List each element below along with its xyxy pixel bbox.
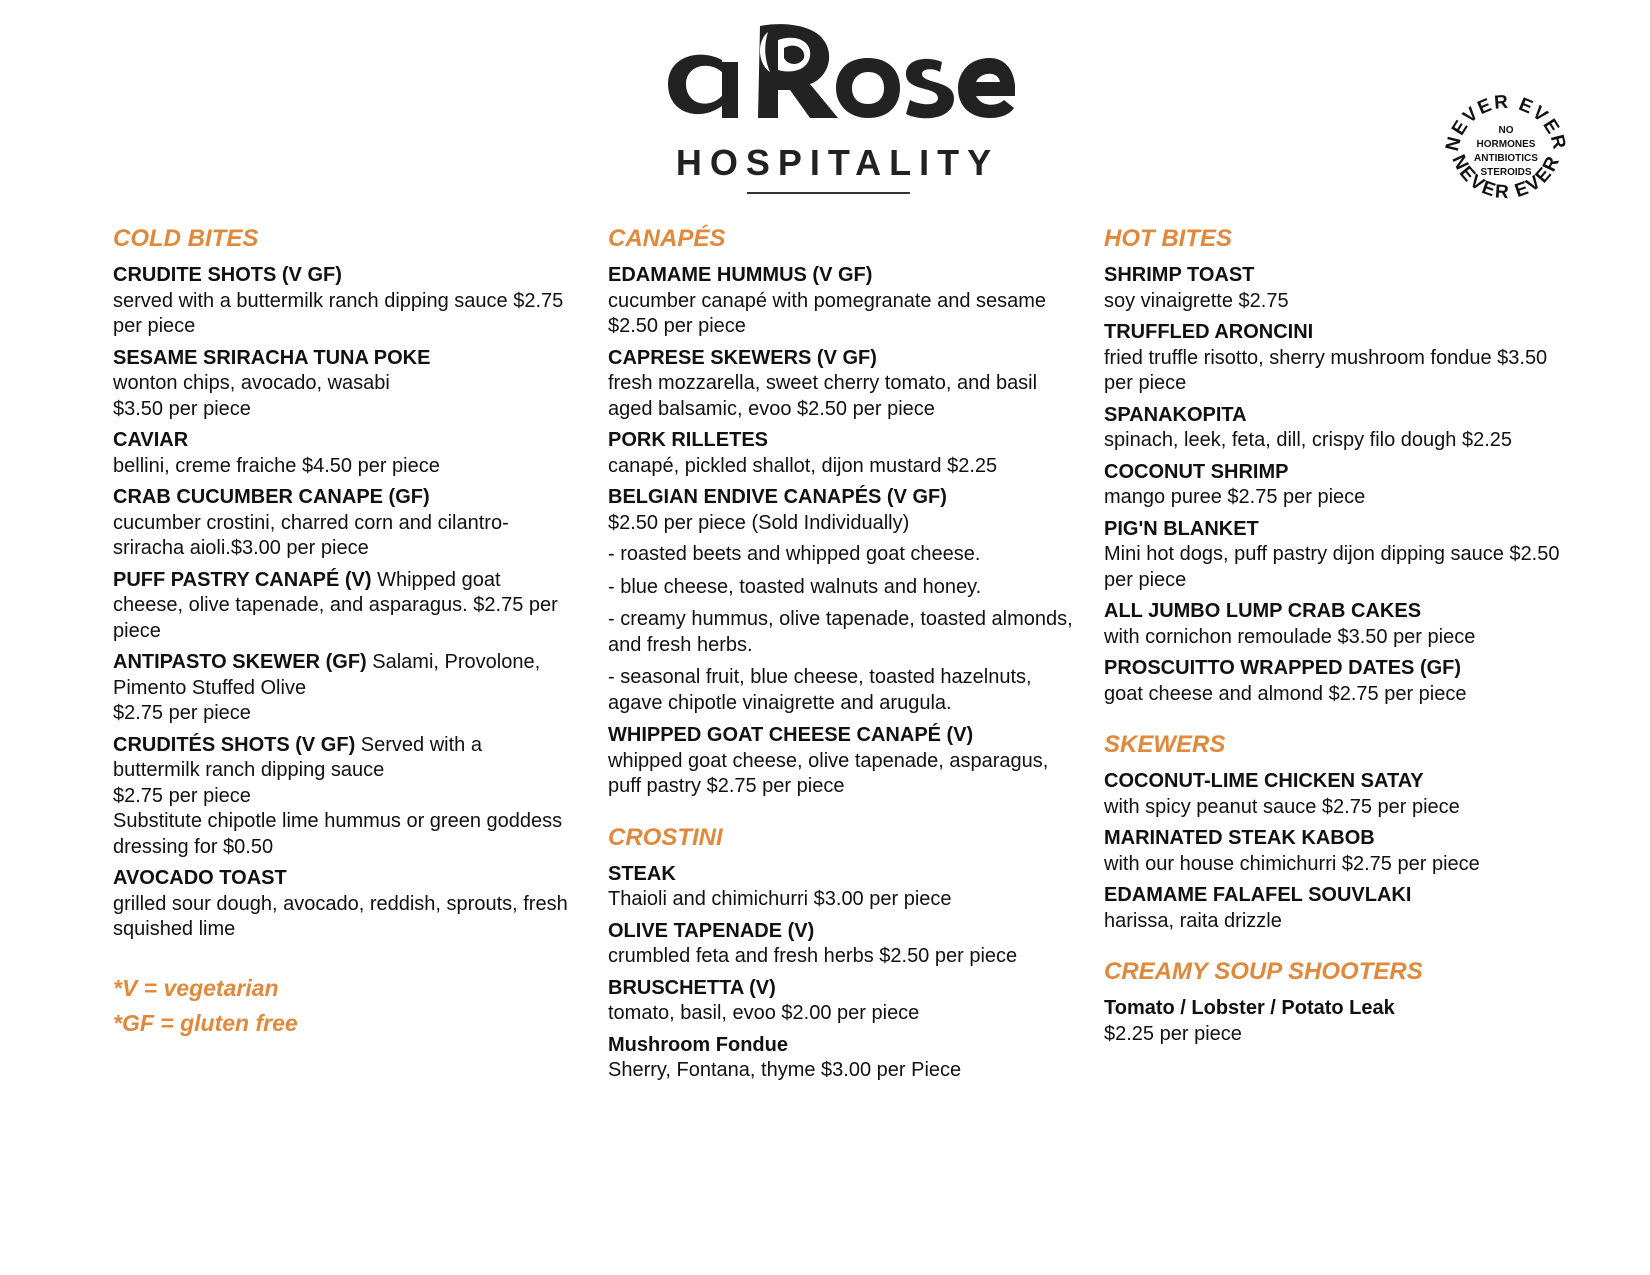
menu-item-name: BELGIAN ENDIVE CANAPÉS (V GF) bbox=[608, 486, 947, 508]
menu-item bbox=[608, 263, 1078, 340]
legend-line: *V = vegetarian bbox=[113, 974, 279, 1001]
menu-item-name: SESAME SRIRACHA TUNA POKE bbox=[113, 346, 431, 369]
menu-item-name: ALL JUMBO LUMP CRAB CAKES bbox=[1104, 600, 1422, 622]
menu-item bbox=[1104, 460, 1564, 511]
section-title: HOT BITES bbox=[1104, 225, 1233, 252]
menu-item-name: OLIVE TAPENADE (V) bbox=[608, 919, 815, 942]
menu-item-option: - seasonal fruit, blue cheese, toasted hazelnuts, agave chipotle vinaigrette and arugula. bbox=[608, 666, 1032, 714]
seal-line-antibiotics: ANTIBIOTICS bbox=[1474, 153, 1538, 164]
menu-column-1 bbox=[113, 225, 573, 1041]
menu-item-name: PORK RILLETES bbox=[608, 429, 769, 451]
section-title: CANAPÉS bbox=[608, 225, 726, 252]
menu-item bbox=[113, 866, 573, 943]
menu-item-option: - blue cheese, toasted walnuts and honey. bbox=[608, 575, 982, 598]
menu-section-skewers bbox=[1104, 731, 1564, 934]
menu-item-description: whipped goat cheese, olive tapenade, asparagus, puff pastry $2.75 per piece bbox=[608, 749, 1049, 797]
menu-item bbox=[1104, 403, 1564, 454]
menu-item bbox=[608, 485, 1078, 536]
section-title: CREAMY SOUP SHOOTERS bbox=[1104, 958, 1423, 985]
legend-line: *GF = gluten free bbox=[113, 1009, 298, 1036]
menu-item bbox=[113, 263, 573, 340]
menu-item-name: MARINATED STEAK KABOB bbox=[1104, 827, 1375, 849]
menu-item bbox=[608, 346, 1078, 423]
menu-item-name: TRUFFLED ARONCINI bbox=[1104, 321, 1314, 343]
menu-item-description: Served with a buttermilk ranch dipping sauce $2.75 per piece Substitute chipotle lime hummus or green goddess dressing for $0.50 bbox=[113, 733, 563, 858]
seal-line-steroids: STEROIDS bbox=[1480, 167, 1532, 178]
menu-item-name: WHIPPED GOAT CHEESE CANAPÉ (V) bbox=[608, 724, 974, 746]
menu-item-name: BRUSCHETTA (V) bbox=[608, 976, 776, 999]
menu-item bbox=[1104, 320, 1564, 397]
menu-item-description: Thaioli and chimichurri $3.00 per piece bbox=[608, 888, 952, 910]
menu-item bbox=[113, 428, 573, 479]
menu-item-name: ANTIPASTO SKEWER (GF) bbox=[113, 651, 367, 673]
menu-item-name: Tomato / Lobster / Potato Leak bbox=[1104, 997, 1395, 1019]
never-ever-seal-icon bbox=[1436, 78, 1576, 218]
menu-item bbox=[1104, 517, 1564, 594]
menu-item-description: wonton chips, avocado, wasabi $3.50 per piece bbox=[113, 372, 390, 420]
menu-item-description: cucumber crostini, charred corn and cilantro-sriracha aioli.$3.00 per piece bbox=[113, 511, 509, 559]
menu-item-description: with our house chimichurri $2.75 per piece bbox=[1104, 852, 1480, 875]
menu-column-3 bbox=[1104, 225, 1564, 1053]
menu-item-description: Whipped goat cheese, olive tapenade, and asparagus. $2.75 per piece bbox=[113, 568, 558, 642]
menu-item-name: COCONUT-LIME CHICKEN SATAY bbox=[1104, 770, 1424, 792]
menu-item-name: PUFF PASTRY CANAPÉ (V) bbox=[113, 568, 372, 591]
menu-item bbox=[608, 919, 1078, 970]
menu-item-description: grilled sour dough, avocado, reddish, sprouts, fresh squished lime bbox=[113, 892, 568, 940]
menu-section-hot-bites bbox=[1104, 225, 1564, 707]
menu-item-description: with cornichon remoulade $3.50 per piece bbox=[1104, 625, 1476, 648]
brand-logo bbox=[660, 18, 1020, 198]
menu-section-creamy-soup-shooters bbox=[1104, 958, 1564, 1047]
menu-item bbox=[113, 650, 573, 727]
menu-item-name: PIG'N BLANKET bbox=[1104, 517, 1259, 540]
menu-item bbox=[113, 346, 573, 423]
section-title: SKEWERS bbox=[1104, 731, 1226, 758]
menu-item-name: SHRIMP TOAST bbox=[1104, 264, 1255, 286]
menu-item bbox=[608, 976, 1078, 1027]
menu-item-description: fried truffle risotto, sherry mushroom fondue $3.50 per piece bbox=[1104, 346, 1548, 394]
menu-item-name: EDAMAME HUMMUS (V GF) bbox=[608, 264, 873, 286]
menu-item-description: $2.25 per piece bbox=[1104, 1022, 1242, 1045]
menu-column-2 bbox=[608, 225, 1078, 1090]
menu-item bbox=[113, 568, 573, 645]
seal-text-bottom: NEVER EVER bbox=[1447, 151, 1565, 204]
rose-logo-icon bbox=[660, 18, 1015, 138]
menu-item-description: with spicy peanut sauce $2.75 per piece bbox=[1104, 795, 1460, 818]
menu-item bbox=[113, 733, 573, 861]
menu-item-description: Salami, Provolone, Pimento Stuffed Olive $2.75 per piece bbox=[113, 651, 541, 724]
menu-item bbox=[113, 485, 573, 562]
logo-divider bbox=[747, 192, 910, 194]
menu-item-name: COCONUT SHRIMP bbox=[1104, 460, 1289, 483]
menu-item-description: mango puree $2.75 per piece bbox=[1104, 486, 1366, 508]
menu-item-description: soy vinaigrette $2.75 bbox=[1104, 289, 1289, 312]
menu-item bbox=[1104, 883, 1564, 934]
menu-item-option: - roasted beets and whipped goat cheese. bbox=[608, 543, 981, 565]
section-title: CROSTINI bbox=[608, 823, 723, 851]
seal-line-no: NO bbox=[1498, 125, 1514, 136]
menu-item bbox=[1104, 826, 1564, 877]
menu-item-name: AVOCADO TOAST bbox=[113, 867, 287, 889]
menu-item-description: $2.50 per piece (Sold Individually) bbox=[608, 511, 910, 534]
menu-item-name: CRUDITE SHOTS (V GF) bbox=[113, 264, 342, 286]
menu-item-name: STEAK bbox=[608, 862, 676, 885]
menu-item-description: Mini hot dogs, puff pastry dijon dipping sauce $2.50 per piece bbox=[1104, 543, 1560, 591]
seal-text-top: NEVER EVER bbox=[1442, 91, 1570, 154]
menu-section-crostini bbox=[608, 824, 1078, 1084]
menu-item-description: goat cheese and almond $2.75 per piece bbox=[1104, 682, 1467, 705]
menu-item bbox=[1104, 656, 1564, 707]
section-title: COLD BITES bbox=[113, 225, 259, 252]
menu-item-name: Mushroom Fondue bbox=[608, 1033, 788, 1056]
menu-item-name: EDAMAME FALAFEL SOUVLAKI bbox=[1104, 884, 1412, 906]
menu-item-description: served with a buttermilk ranch dipping sauce $2.75 per piece bbox=[113, 289, 564, 337]
menu-item bbox=[608, 723, 1078, 800]
menu-item bbox=[1104, 769, 1564, 820]
menu-item-name: SPANAKOPITA bbox=[1104, 403, 1247, 426]
menu-item-name: CAVIAR bbox=[113, 429, 189, 451]
menu-item-description: cucumber canapé with pomegranate and sesame $2.50 per piece bbox=[608, 289, 1047, 337]
menu-item bbox=[608, 428, 1078, 479]
menu-item-description: crumbled feta and fresh herbs $2.50 per piece bbox=[608, 945, 1018, 967]
menu-item-description: tomato, basil, evoo $2.00 per piece bbox=[608, 1002, 920, 1024]
menu-item bbox=[1104, 599, 1564, 650]
menu-header bbox=[0, 0, 1650, 210]
menu-item bbox=[608, 862, 1078, 913]
menu-item-description: Sherry, Fontana, thyme $3.00 per Piece bbox=[608, 1059, 962, 1081]
menu-item-description: canapé, pickled shallot, dijon mustard $2.25 bbox=[608, 454, 998, 477]
menu-item-option: - creamy hummus, olive tapenade, toasted almonds, and fresh herbs. bbox=[608, 608, 1073, 656]
brand-subtitle: HOSPITALITY bbox=[675, 142, 1000, 183]
menu-section-cold-bites bbox=[113, 225, 573, 943]
menu-item bbox=[608, 1033, 1078, 1084]
menu-item-description: fresh mozzarella, sweet cherry tomato, and basil aged balsamic, evoo $2.50 per piece bbox=[608, 372, 1038, 420]
menu-item-name: CRUDITÉS SHOTS (V GF) bbox=[113, 733, 356, 756]
menu-item-description: spinach, leek, feta, dill, crispy filo dough $2.25 bbox=[1104, 429, 1513, 451]
menu-item bbox=[1104, 263, 1564, 314]
menu-item-description: harissa, raita drizzle bbox=[1104, 909, 1282, 932]
seal-line-hormones: HORMONES bbox=[1476, 139, 1536, 150]
menu-item-name: CAPRESE SKEWERS (V GF) bbox=[608, 346, 877, 369]
menu-section-canap-s bbox=[608, 225, 1078, 800]
dietary-legend bbox=[113, 971, 573, 1041]
menu-item bbox=[1104, 996, 1564, 1047]
menu-item-name: PROSCUITTO WRAPPED DATES (GF) bbox=[1104, 657, 1462, 679]
menu-item-name: CRAB CUCUMBER CANAPE (GF) bbox=[113, 486, 430, 508]
menu-item-description: bellini, creme fraiche $4.50 per piece bbox=[113, 454, 440, 477]
